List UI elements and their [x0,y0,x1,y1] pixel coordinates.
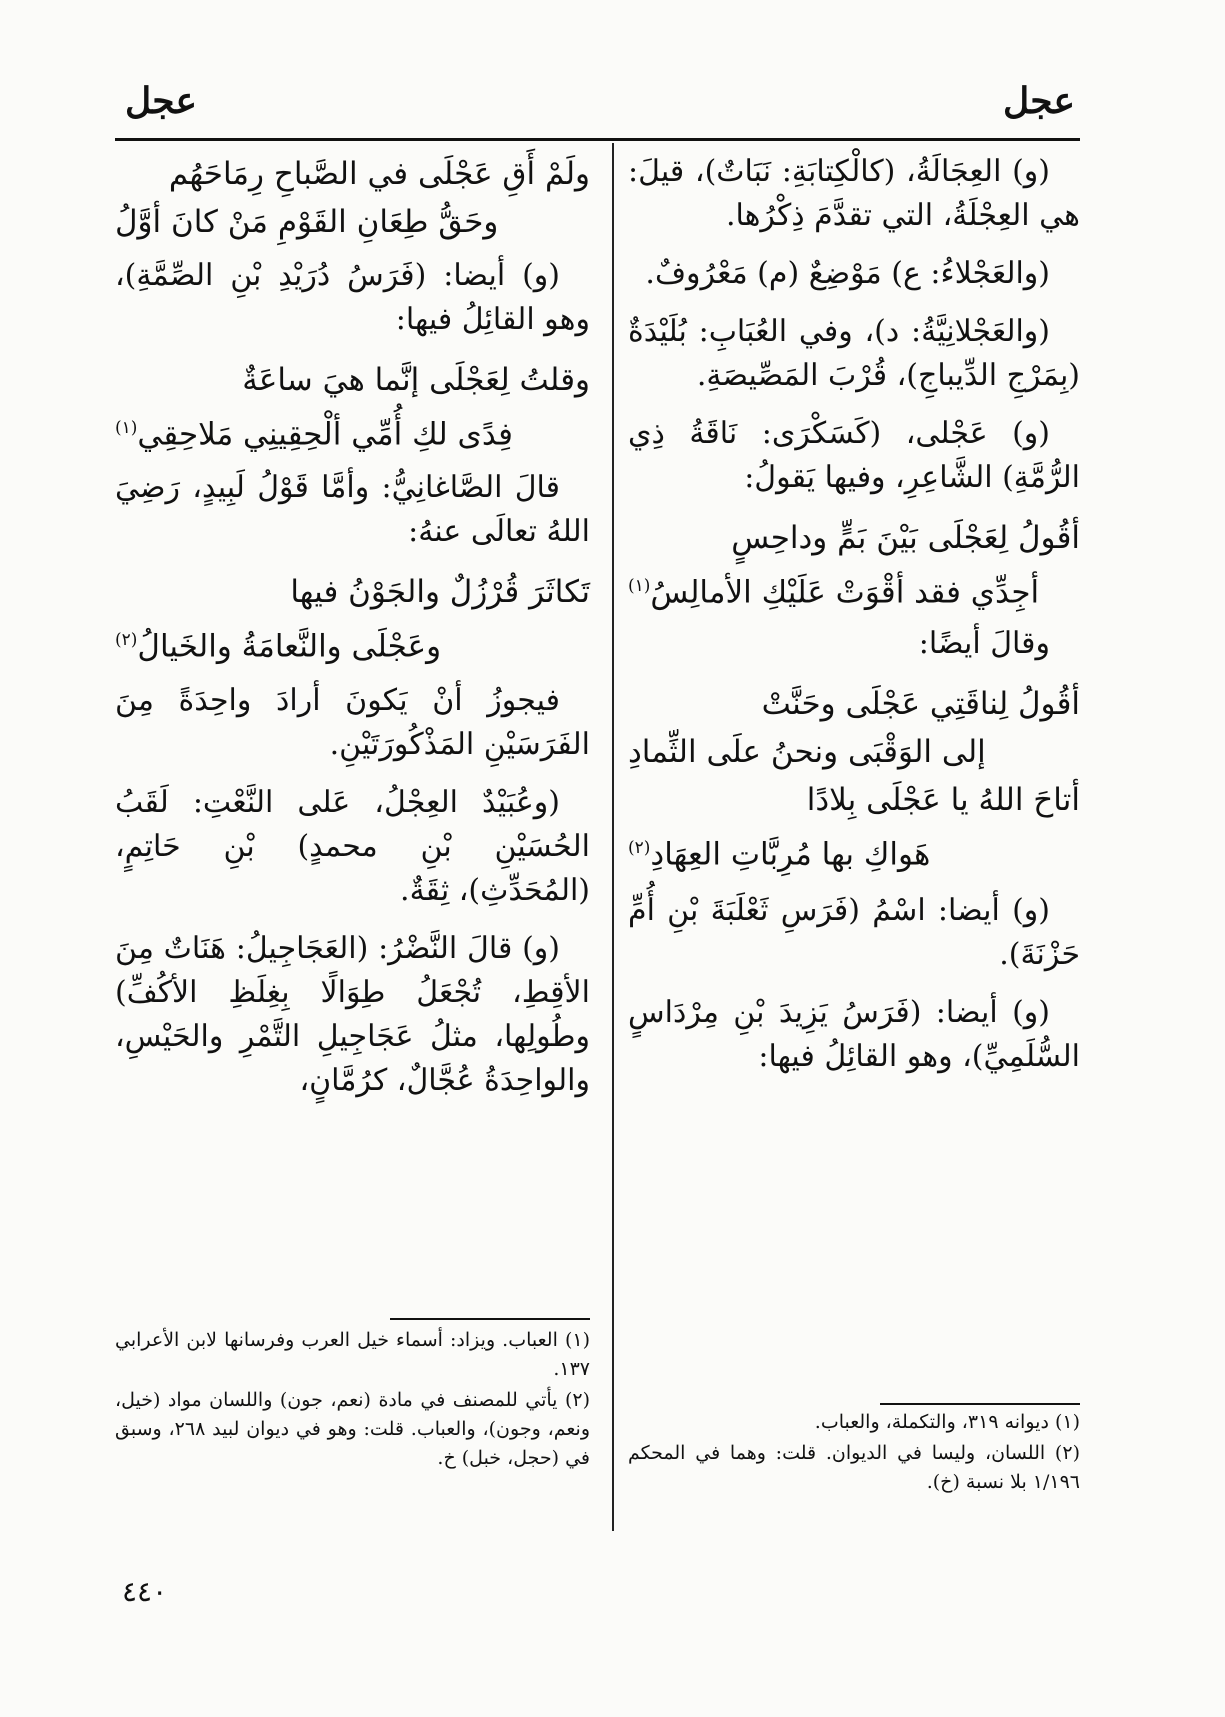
entry-paragraph: (و) قالَ النَّضْرُ: (العَجَاجِيلُ: هَنَاتٌ مِنَ الأقِطِ، تُجْعَلُ طِوَالًا بِغِلَظِ الأكُفِّ) وطُولِها، مثلُ عَجَاجِيلِ التَّمْرِ والحَيْسِ، والواحِدَةُ عُجَّالٌ، كرُمَّانٍ، [115,930,590,1098]
column-divider [612,143,614,1531]
entry-paragraph: فيجوزُ أنْ يَكونَ أرادَ واحِدَةً مِنَ الفَرَسَيْنِ المَذْكُورَتَيْنِ. [115,682,590,762]
verse-line [628,562,1080,616]
verse-line [115,404,590,458]
entry-paragraph: (و) أيضا: (فَرَسُ دُرَيْدِ بْنِ الصِّمَّةِ)، وهو القائِلُ فيها: [115,258,590,337]
footnote: (١) العباب. ويزاد: أسماء خيل العرب وفرسانها لابن الأعرابي ١٣٧. [115,1329,590,1380]
footnote: (١) ديوانه ٣١٩، والتكملة، والعباب. [814,1411,1080,1433]
footnote-rule [390,1318,590,1320]
entry-paragraph: (والعَجْلاءُ: ع) مَوْضِعٌ (م) مَعْرُوفٌ. [645,256,1050,291]
verse-line: ولَمْ أَقِ عَجْلَى في الصَّباحِ رِمَاحَهُم [168,156,590,192]
entry-paragraph: قالَ الصَّاغانِيُّ: وأمَّا قَوْلُ لَبِيدٍ، رَضِيَ اللهُ تعالَى عنهُ: [115,470,590,550]
entry-paragraph: (و) أيضا: (فَرَسُ يَزِيدَ بْنِ مِرْدَاسٍ السُّلَمِيِّ)، وهو القائِلُ فيها: [628,994,1080,1074]
verse-line: تَكاثَرَ قُرْزُلٌ والجَوْنُ فيها [290,574,590,611]
footnote-ref: (١) [115,418,138,438]
verse-line: أتاحَ اللهُ يا عَجْلَى بِلادًا [806,782,1080,819]
verse-line: أقُولُ لِناقَتِي عَجْلَى وحَنَّتْ [761,686,1080,723]
verse-line: وقلتُ لِعَجْلَى إنَّما هيَ ساعَةٌ [242,362,590,398]
verse-line [115,616,590,670]
verse-text: أجِدِّي فقد أقْوَتْ عَلَيْكِ الأمالِسُ [650,574,1040,611]
entry-paragraph: وقالَ أيضًا: [918,626,1050,662]
entry-paragraph: (و) عَجْلى، (كَسَكْرَى: نَاقَةُ ذِي الرُّمَّةِ) الشَّاعِرِ، وفيها يَقولُ: [628,416,1080,495]
footnote-ref: (١) [628,576,651,596]
header-left: عجل [125,80,197,122]
verse-line: وحَقُّ طِعَانِ القَوْمِ مَنْ كانَ أوَّلُ [115,204,499,240]
left-column [115,150,590,1117]
footnote-ref: (٢) [115,630,138,651]
entry-paragraph: (و) أيضا: اسْمُ (فَرَسِ ثَعْلَبَةَ بْنِ أُمِّ حَزْنَةَ). [628,892,1080,972]
entry-paragraph: (و) العِجَالَةُ، (كالْكِتابَةِ: نَبَاتٌ)، قيلَ: هي العِجْلَةُ، التي تقدَّمَ ذِكْرُها. [628,154,1080,233]
verse-text: وعَجْلَى والنَّعامَةُ والخَيالُ [137,628,442,665]
verse-text: هَواكِ بها مُرِبَّاتِ العِهَادِ [650,836,931,873]
verse-line: إلى الوَقْبَى ونحنُ علَى الثِّمادِ [628,734,986,771]
header-rule [115,138,1080,141]
verse-text: فِدًى لكِ أُمِّي ألْحِقِينِي مَلاحِقِي [137,416,513,453]
footnote: (٢) اللسان، وليسا في الديوان. قلت: وهما في المحكم ١/١٩٦ بلا نسبة (خ). [628,1442,1080,1493]
entry-paragraph: (والعَجْلانِيَّةُ: د)، وفي العُبَابِ: بُلَيْدَةٌ (بِمَرْجِ الدِّيباجِ)، قُرْبَ المَصِّيصَةِ. [628,314,1080,393]
footnotes-left [115,1326,590,1475]
footnote-ref: (٢) [628,838,651,859]
entry-paragraph: (وعُبَيْدٌ العِجْلُ، عَلى النَّعْتِ: لَقَبُ الحُسَيْنِ بْنِ محمدٍ) بْنِ حَاتِمٍ، (المُحَدِّثِ)، ثِقَةٌ. [115,784,590,908]
verse-line: أقُولُ لِعَجْلَى بَيْنَ بَمٍّ وداحِسٍ [731,520,1080,556]
footnote-rule [880,1403,1080,1405]
verse-line [628,824,1080,878]
right-column [628,150,1080,1093]
footnote: (٢) يأتي للمصنف في مادة (نعم، جون) واللسان مواد (خيل، ونعم، وجون)، والعباب. قلت: وهو في ديوان لبيد ٢٦٨، وسبق في (حجل، خبل) خ. [115,1389,590,1469]
page-number: ٤٤٠ [122,1575,168,1608]
header-right: عجل [1003,80,1075,122]
footnotes-right [628,1408,1080,1499]
